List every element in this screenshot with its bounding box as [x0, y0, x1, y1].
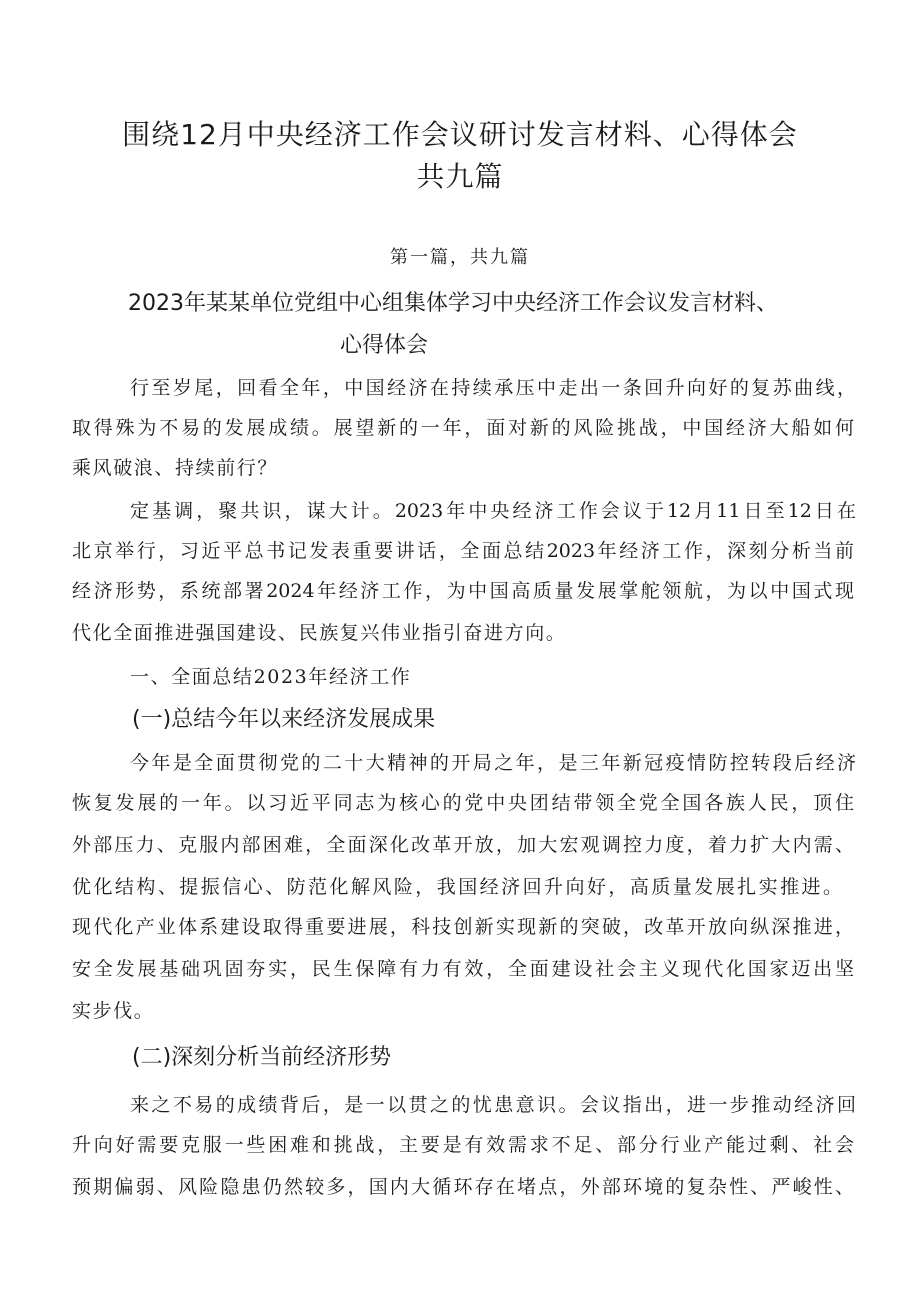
paragraph-3-line-3: 外部压力、克服内部困难，全面深化改革开放，加大宏观调控力度，着力扩大内需、	[72, 834, 854, 856]
paragraph-3-line-7: 实步伐。	[72, 1000, 155, 1022]
document-title-line-2: 共九篇	[416, 160, 504, 193]
paragraph-1-line-2: 取得殊为不易的发展成绩。展望新的一年，面对新的风险挑战，中国经济大船如何	[72, 417, 854, 439]
article-title-line-1: 2023年某某单位党组中心组集体学习中央经济工作会议发言材料、	[128, 291, 778, 316]
paragraph-2-line-1: 定基调，聚共识，谋大计。2023年中央经济工作会议于12月11日至12日在	[130, 500, 856, 522]
paragraph-4-line-3: 预期偏弱、风险隐患仍然较多，国内大循环存在堵点，外部环境的复杂性、严峻性、	[72, 1176, 854, 1198]
section-heading-1: 一、全面总结2023年经济工作	[130, 666, 412, 688]
paragraph-4-line-1: 来之不易的成绩背后，是一以贯之的忧患意识。会议指出，进一步推动经济回	[130, 1094, 856, 1116]
paragraph-3-line-1: 今年是全面贯彻党的二十大精神的开局之年，是三年新冠疫情防控转段后经济	[130, 752, 856, 774]
paragraph-2-line-3: 经济形势，系统部署2024年经济工作，为中国高质量发展掌舵领航，为以中国式现	[72, 580, 854, 602]
document-title-line-1: 围绕12月中央经济工作会议研讨发言材料、心得体会	[122, 118, 798, 151]
paragraph-2-line-2: 北京举行，习近平总书记发表重要讲话，全面总结2023年经济工作，深刻分析当前	[72, 540, 854, 562]
article-title-line-2: 心得体会	[340, 333, 429, 358]
section-label: 第一篇，共九篇	[390, 247, 530, 268]
paragraph-3-line-5: 现代化产业体系建设取得重要进展，科技创新实现新的突破，改革开放向纵深推进，	[72, 916, 854, 938]
paragraph-3-line-2: 恢复发展的一年。以习近平同志为核心的党中央团结带领全党全国各族人民，顶住	[72, 792, 854, 814]
paragraph-3-line-6: 安全发展基础巩固夯实，民生保障有力有效，全面建设社会主义现代化国家迈出坚	[72, 958, 854, 980]
paragraph-1-line-3: 乘风破浪、持续前行？	[72, 457, 279, 479]
paragraph-4-line-2: 升向好需要克服一些困难和挑战，主要是有效需求不足、部分行业产能过剩、社会	[72, 1134, 854, 1156]
paragraph-1-line-1: 行至岁尾，回看全年，中国经济在持续承压中走出一条回升向好的复苏曲线，	[130, 377, 856, 399]
subheading-1: (一)总结今年以来经济发展成果	[132, 707, 436, 732]
paragraph-3-line-4: 优化结构、提振信心、防范化解风险，我国经济回升向好，高质量发展扎实推进。	[72, 876, 842, 898]
paragraph-2-line-4: 代化全面推进强国建设、民族复兴伟业指引奋进方向。	[72, 622, 567, 644]
subheading-2: (二)深刻分析当前经济形势	[132, 1045, 392, 1070]
